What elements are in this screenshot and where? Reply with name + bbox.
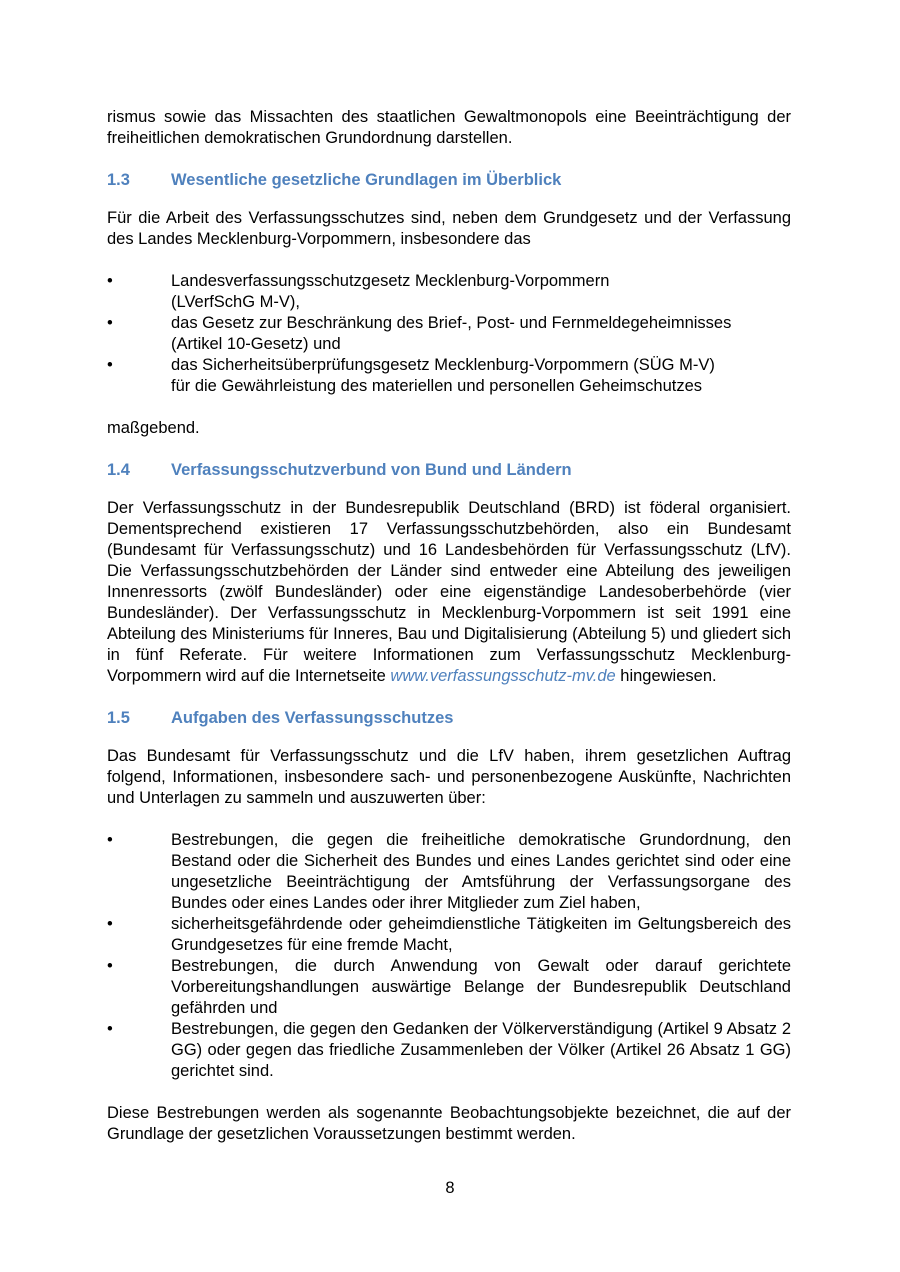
document-page: [107, 107, 791, 1145]
heading-number: 1.4: [107, 461, 130, 479]
heading-1-3: [107, 170, 791, 191]
bullet: •: [107, 957, 113, 975]
list-item-line: für die Gewährleistung des materiellen und personellen Geheimschutzes: [171, 377, 703, 395]
section-1-5-paragraph: Das Bundesamt für Verfassungsschutz und die LfV haben, ihrem gesetzlichen Auftrag folgend, Informationen, insbesondere sach- und personenbezogene Auskünfte, Nachrichten und Unterlagen zu sammeln und auszuwerten über:: [107, 747, 791, 807]
heading-title: Wesentliche gesetzliche Grundlagen im Überblick: [171, 171, 562, 189]
list-item-line: (Artikel 10-Gesetz) und: [171, 335, 341, 353]
list-item: [107, 830, 791, 914]
section-1-5-closing: Diese Bestrebungen werden als sogenannte Beobachtungsobjekte bezeichnet, die auf der Grundlage der gesetzlichen Voraussetzungen bestimmt werden.: [107, 1104, 791, 1143]
list-item-text: Bestrebungen, die gegen die freiheitliche demokratische Grundordnung, den Bestand oder die Sicherheit des Bundes und eines Landes gerichtet sind oder eine ungesetzliche Beeinträchtigung der Amtsführung der Verfassungsorgane des Bundes oder eines Landes oder ihrer Mitglieder zum Ziel haben,: [171, 831, 791, 912]
intro-paragraph: rismus sowie das Missachten des staatlichen Gewaltmonopols eine Beeinträchtigung der freiheitlichen demokratischen Grundordnung darstellen.: [107, 108, 791, 147]
bullet: •: [107, 831, 113, 849]
list-item: [107, 956, 791, 1019]
heading-1-4: [107, 460, 791, 481]
list-item: [107, 1019, 791, 1082]
section-1-4-paragraph: [107, 498, 791, 687]
list-item: [107, 355, 791, 397]
list-item-text: Bestrebungen, die gegen den Gedanken der Völkerverständigung (Artikel 9 Absatz 2 GG) oder gegen das friedliche Zusammenleben der Völker (Artikel 26 Absatz 1 GG) gerichtet sind.: [171, 1020, 791, 1080]
list-item-line: Landesverfassungsschutzgesetz Mecklenburg-Vorpommern: [171, 272, 610, 290]
page-number: 8: [445, 1179, 455, 1197]
bullet: •: [107, 272, 113, 290]
list-item: [107, 271, 791, 313]
list-item-line: das Sicherheitsüberprüfungsgesetz Mecklenburg-Vorpommern (SÜG M-V): [171, 356, 715, 374]
list-item-text: Bestrebungen, die durch Anwendung von Gewalt oder darauf gerichtete Vorbereitungshandlungen auswärtige Belange der Bundesrepublik Deutschland gefährden und: [171, 957, 791, 1017]
bullet: •: [107, 314, 113, 332]
heading-title: Aufgaben des Verfassungsschutzes: [171, 709, 454, 727]
heading-number: 1.3: [107, 171, 130, 189]
section-1-4-text-end: hingewiesen.: [615, 667, 717, 685]
tasks-list: [107, 830, 791, 1082]
legal-basis-list: [107, 271, 791, 397]
list-item-line: (LVerfSchG M-V),: [171, 293, 300, 311]
section-1-3-closing: maßgebend.: [107, 419, 200, 437]
website-link[interactable]: www.verfassungsschutz-mv.de: [390, 667, 616, 685]
bullet: •: [107, 1020, 113, 1038]
list-item-text: sicherheitsgefährdende oder geheimdienstliche Tätigkeiten im Geltungsbereich des Grundgesetzes für eine fremde Macht,: [171, 915, 791, 954]
section-1-3-paragraph: Für die Arbeit des Verfassungsschutzes sind, neben dem Grundgesetz und der Verfassung des Landes Mecklenburg-Vorpommern, insbesondere das: [107, 209, 791, 248]
heading-title: Verfassungsschutzverbund von Bund und Ländern: [171, 461, 572, 479]
list-item: [107, 914, 791, 956]
list-item-line: das Gesetz zur Beschränkung des Brief-, Post- und Fernmeldegeheimnisses: [171, 314, 732, 332]
bullet: •: [107, 915, 113, 933]
section-1-4-text: Der Verfassungsschutz in der Bundesrepublik Deutschland (BRD) ist föderal organisiert. Dementsprechend existieren 17 Verfassungsschutzbehörden, also ein Bundesamt (Bundesamt für Verfassungsschutz) und 16 Landesbehörden für Verfassungsschutz (LfV). Die Verfassungsschutzbehörden der Länder sind entweder eine Abteilung des jeweiligen Innenressorts (zwölf Bundesländer) oder eine eigenständige Landesoberbehörde (vier Bundesländer). Der Verfassungsschutz in Mecklenburg-Vorpommern ist seit 1991 eine Abteilung des Ministeriums für Inneres, Bau und Digitalisierung (Abteilung 5) und gliedert sich in fünf Referate. Für weitere Informationen zum Verfassungsschutz Mecklenburg-Vorpommern wird auf die Internetseite: [107, 499, 791, 685]
heading-1-5: [107, 708, 791, 729]
heading-number: 1.5: [107, 709, 130, 727]
list-item: [107, 313, 791, 355]
bullet: •: [107, 356, 113, 374]
